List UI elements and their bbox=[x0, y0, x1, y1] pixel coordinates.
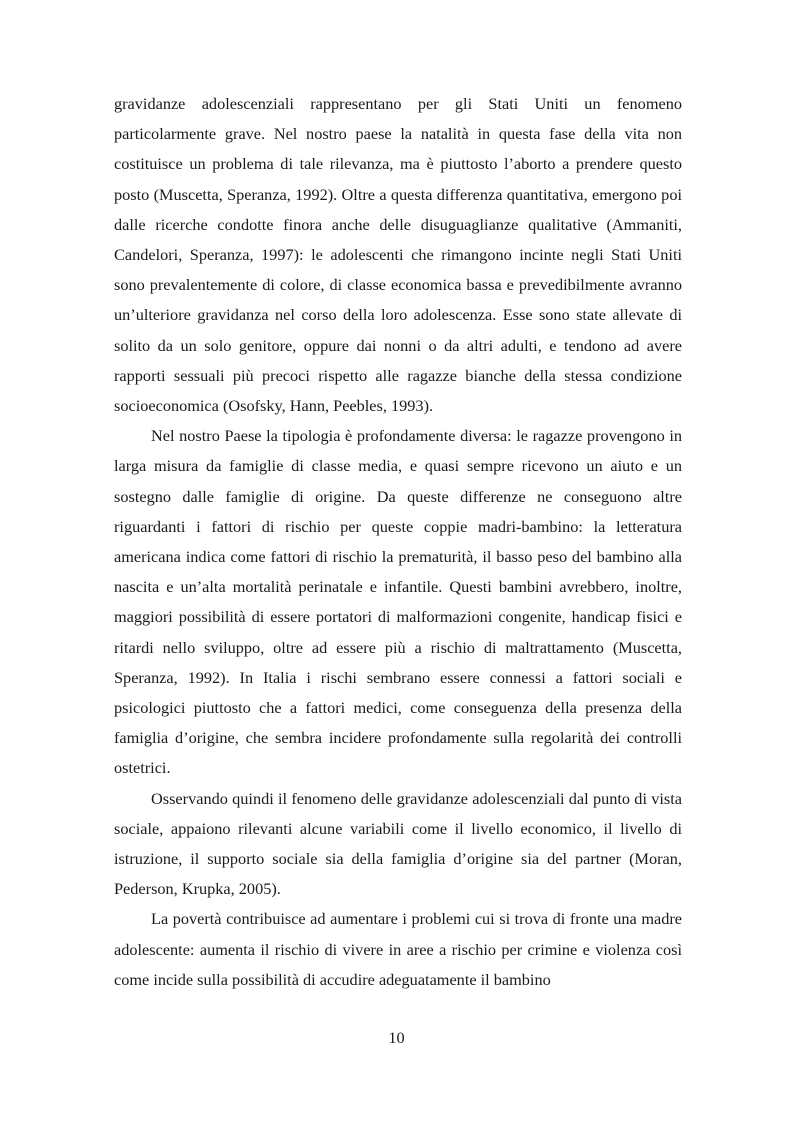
paragraph-2: Nel nostro Paese la tipologia è profondamente diversa: le ragazze provengono in larga misura da famiglie di classe media, e quasi sempre ricevono un aiuto e un sostegno dalle famiglie di origine. Da queste differenze ne conseguono altre riguardanti i fattori di rischio per queste coppie madri-bambino: la letteratura americana indica come fattori di rischio la prematurità, il basso peso del bambino alla nascita e un’alta mortalità perinatale e infantile. Questi bambini avrebbero, inoltre, maggiori possibilità di essere portatori di malformazioni congenite, handicap fisici e ritardi nello sviluppo, oltre ad essere più a rischio di maltrattamento (Muscetta, Speranza, 1992). In Italia i rischi sembrano essere connessi a fattori sociali e psicologici piuttosto che a fattori medici, come conseguenza della presenza della famiglia d’origine, che sembra incidere profondamente sulla regolarità dei controlli ostetrici. bbox=[114, 426, 682, 778]
paragraph-1: gravidanze adolescenziali rappresentano per gli Stati Uniti un fenomeno particolarmente grave. Nel nostro paese la natalità in questa fase della vita non costituisce un problema di tale rilevanza, ma è piuttosto l’aborto a prendere questo posto (Muscetta, Speranza, 1992). Oltre a questa differenza quantitativa, emergono poi dalle ricerche condotte finora anche delle disuguaglianze qualitative (Ammaniti, Candelori, Speranza, 1997): le adolescenti che rimangono incinte negli Stati Uniti sono prevalentemente di colore, di classe economica bassa e prevedibilmente avranno un’ulteriore gravidanza nel corso della loro adolescenza. Esse sono state allevate di solito da un solo genitore, oppure dai nonni o da altri adulti, e tendono ad avere rapporti sessuali più precoci rispetto alle ragazze bianche della stessa condizione socioeconomica (Osofsky, Hann, Peebles, 1993). bbox=[114, 94, 682, 416]
paragraph-4: La povertà contribuisce ad aumentare i problemi cui si trova di fronte una madre adolescente: aumenta il rischio di vivere in aree a rischio per crimine e violenza così come incide sulla possibilità di accudire adeguatamente il bambino bbox=[114, 909, 682, 989]
page-number: 10 bbox=[388, 1028, 405, 1047]
body-text bbox=[114, 89, 682, 995]
paragraph-3: Osservando quindi il fenomeno delle gravidanze adolescenziali dal punto di vista sociale, appaiono rilevanti alcune variabili come il livello economico, il livello di istruzione, il supporto sociale sia della famiglia d’origine sia del partner (Moran, Pederson, Krupka, 2005). bbox=[114, 788, 682, 899]
